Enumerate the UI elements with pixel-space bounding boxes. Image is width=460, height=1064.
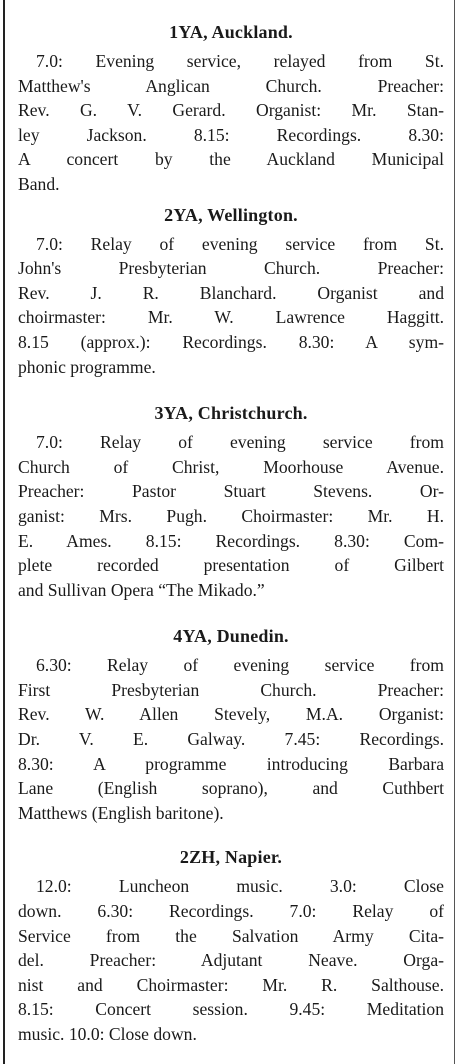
text-line: Band. (18, 173, 60, 194)
text-line: ley Jackson. 8.15: Recordings. 8.30: (18, 124, 444, 145)
text-line: music. 10.0: Close down. (18, 1024, 197, 1044)
text-line: del. Preacher: Adjutant Neave. Orga- (18, 950, 444, 971)
text-line: Service from the Salvation Army Cita- (18, 925, 444, 946)
station-listing-2zh (18, 847, 444, 1046)
programme-text (18, 874, 444, 1046)
text-line: Rev. J. R. Blanchard. Organist and (18, 282, 444, 303)
text-line: Church of Christ, Moorhouse Avenue. (18, 456, 444, 477)
station-heading: 4YA, Dunedin. (173, 626, 289, 647)
text-line: Matthews (English baritone). (18, 802, 224, 823)
text-line: choirmaster: Mr. W. Lawrence Haggitt. (18, 307, 444, 328)
text-line: 7.0: Relay of evening service from St. (36, 233, 444, 254)
text-line: phonic programme. (18, 356, 156, 377)
text-line: Dr. V. E. Galway. 7.45: Recordings. (18, 729, 444, 750)
text-line: Lane (English soprano), and Cuthbert (18, 778, 444, 799)
text-line: 6.30: Relay of evening service from (36, 655, 444, 676)
station-heading: 1YA, Auckland. (169, 22, 293, 42)
text-line: Preacher: Pastor Stuart Stevens. Or- (18, 481, 444, 502)
text-line: E. Ames. 8.15: Recordings. 8.30: Com- (18, 530, 444, 551)
text-line: nist and Choirmaster: Mr. R. Salthouse. (18, 974, 444, 995)
text-line: John's Presbyterian Church. Preacher: (18, 258, 444, 279)
text-line: A concert by the Auckland Municipal (18, 149, 444, 170)
text-line: plete recorded presentation of Gilbert (18, 555, 444, 576)
station-heading: 3YA, Christchurch. (154, 403, 308, 424)
station-listing-3ya (18, 403, 444, 602)
programme-text (18, 49, 444, 197)
station-listing-1ya (18, 22, 444, 197)
station-heading: 2YA, Wellington. (164, 204, 298, 225)
programme-text (18, 232, 444, 380)
text-line: First Presbyterian Church. Preacher: (18, 679, 444, 700)
station-listing-4ya (18, 626, 444, 825)
text-line: Rev. W. Allen Stevely, M.A. Organist: (18, 704, 444, 725)
text-line: 7.0: Evening service, relayed from St. (36, 51, 444, 71)
text-line: and Sullivan Opera “The Mikado.” (18, 579, 265, 600)
newspaper-column (3, 0, 455, 1064)
text-line: ganist: Mrs. Pugh. Choirmaster: Mr. H. (18, 505, 444, 526)
text-line: 12.0: Luncheon music. 3.0: Close (36, 876, 444, 897)
text-line: 8.15 (approx.): Recordings. 8.30: A sym- (18, 331, 444, 352)
text-line: 8.15: Concert session. 9.45: Meditation (18, 999, 444, 1020)
programme-text (18, 653, 444, 825)
text-line: Matthew's Anglican Church. Preacher: (18, 75, 444, 96)
text-line: down. 6.30: Recordings. 7.0: Relay of (18, 901, 444, 922)
station-listing-2ya (18, 205, 444, 380)
text-line: Rev. G. V. Gerard. Organist: Mr. Stan- (18, 100, 444, 121)
text-line: 8.30: A programme introducing Barbara (18, 753, 444, 774)
station-heading: 2ZH, Napier. (179, 847, 283, 868)
programme-text (18, 430, 444, 602)
text-line: 7.0: Relay of evening service from (36, 432, 444, 453)
